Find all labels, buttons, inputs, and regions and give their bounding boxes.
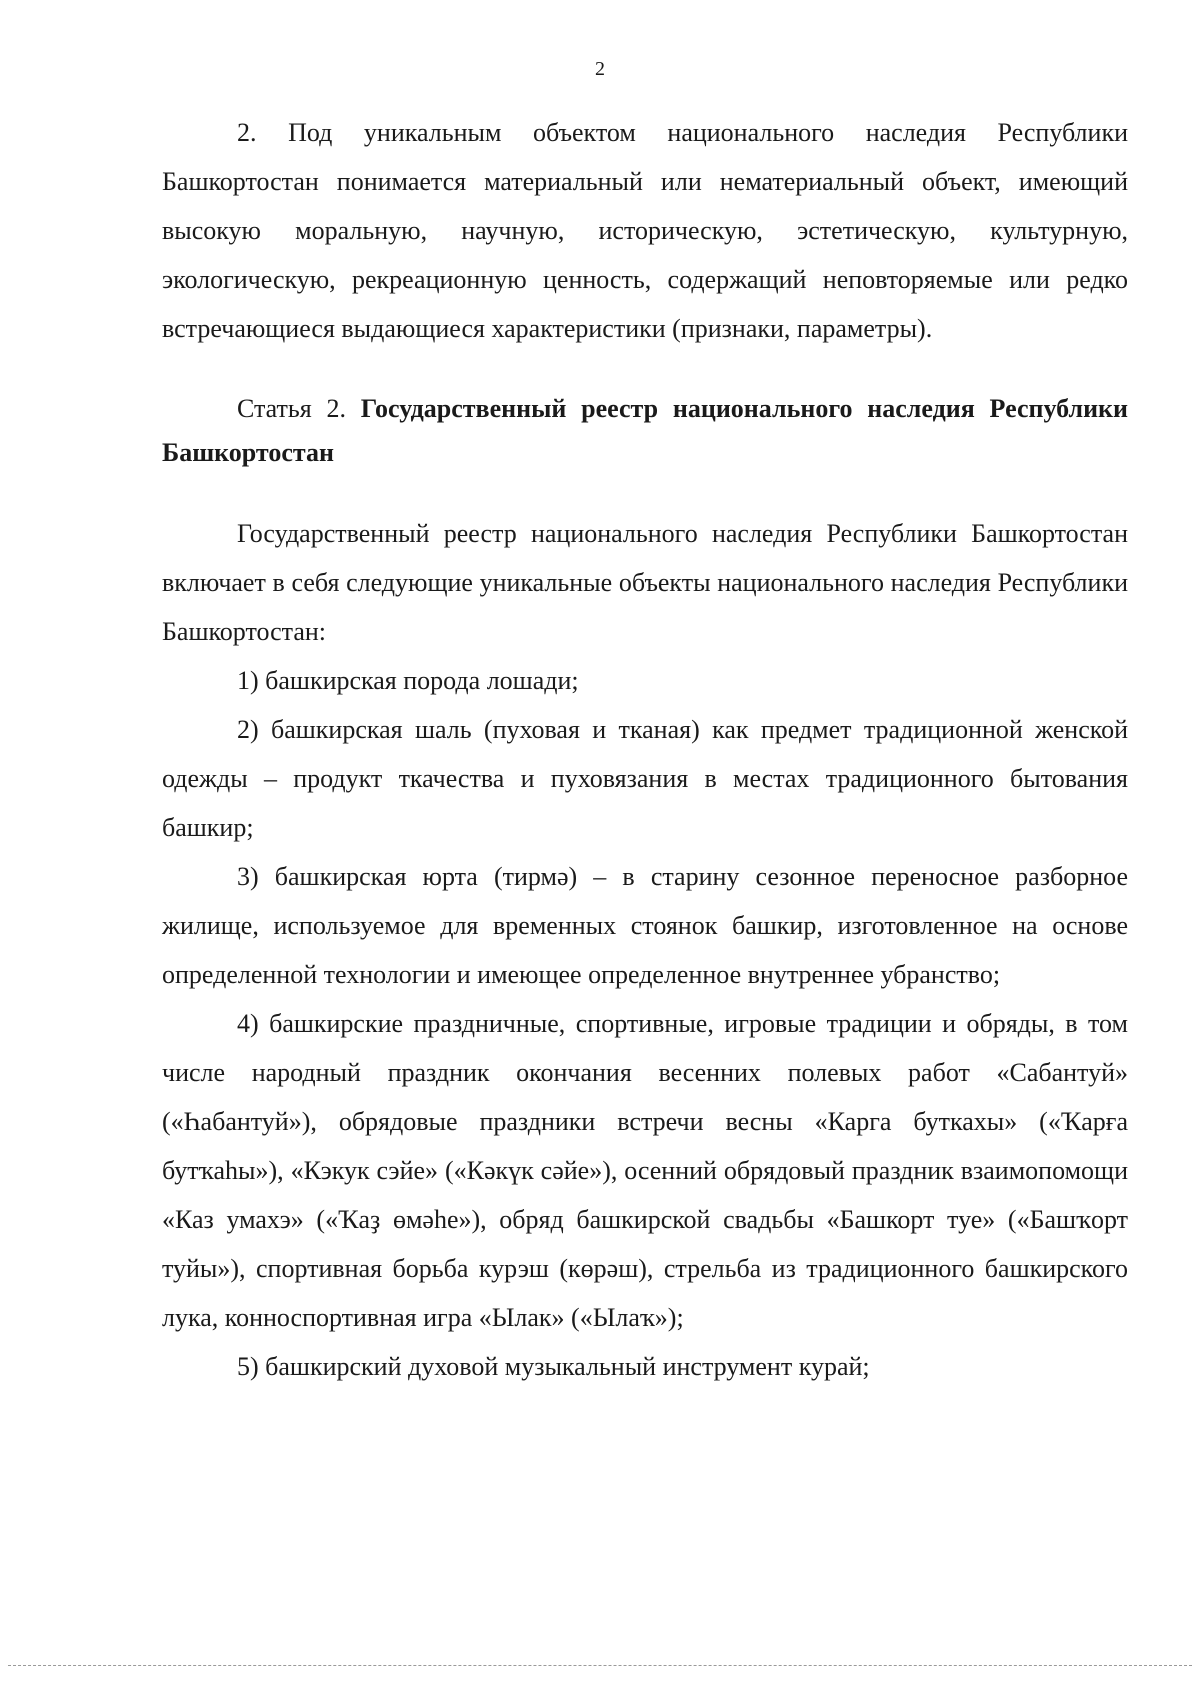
article-label: Статья 2.: [237, 394, 347, 423]
list-item: 5) башкирский духовой музыкальный инструмент курай;: [237, 1352, 870, 1381]
page-bottom-divider: [8, 1665, 1192, 1666]
article-heading: [162, 387, 1128, 475]
list-item: 4) башкирские праздничные, спортивные, игровые традиции и обряды, в том числе народный праздник окончания весенних полевых работ «Сабантуй» («Һабантуй»), обрядовые праздники встречи весны «Карга буткахы» («Ҡарға бутҡаһы»), «Кэкук сэйе» («Кәкүк сәйе»), осенний обрядовый праздник взаимопомощи «Каз умахэ» («Ҡаҙ өмәһе»), обряд башкирской свадьбы «Башкорт туе» («Башҡорт туйы»), спортивная борьба курэш (көрәш), стрельба из традиционного башкирского лука, конноспортивная игра «Ылак» («Ылаҡ»);: [162, 1009, 1128, 1332]
document-body: [162, 108, 1128, 1391]
list-item: 3) башкирская юрта (тирмә) – в старину сезонное переносное разборное жилище, используемое для временных стоянок башкир, изготовленное на основе определенной технологии и имеющее определенное внутреннее убранство;: [162, 862, 1128, 989]
list-item: 1) башкирская порода лошади;: [237, 666, 579, 695]
list-item: 2) башкирская шаль (пуховая и тканая) как предмет традиционной женской одежды – продукт ткачества и пуховязания в местах традиционного бытования башкир;: [162, 715, 1128, 842]
paragraph-registry-intro: Государственный реестр национального наследия Республики Башкортостан включает в себя следующие уникальные объекты национального наследия Республики Башкортостан:: [162, 519, 1128, 646]
article-title: Государственный реестр национального наследия Республики Башкортостан: [162, 394, 1129, 467]
paragraph-unique-object-definition: 2. Под уникальным объектом национального наследия Республики Башкортостан понимается материальный или нематериальный объект, имеющий высокую моральную, научную, историческую, эстетическую, культурную, экологическую, рекреационную ценность, содержащий неповторяемые или редко встречающиеся выдающиеся характеристики (признаки, параметры).: [162, 118, 1128, 343]
page-number: 2: [595, 58, 605, 80]
